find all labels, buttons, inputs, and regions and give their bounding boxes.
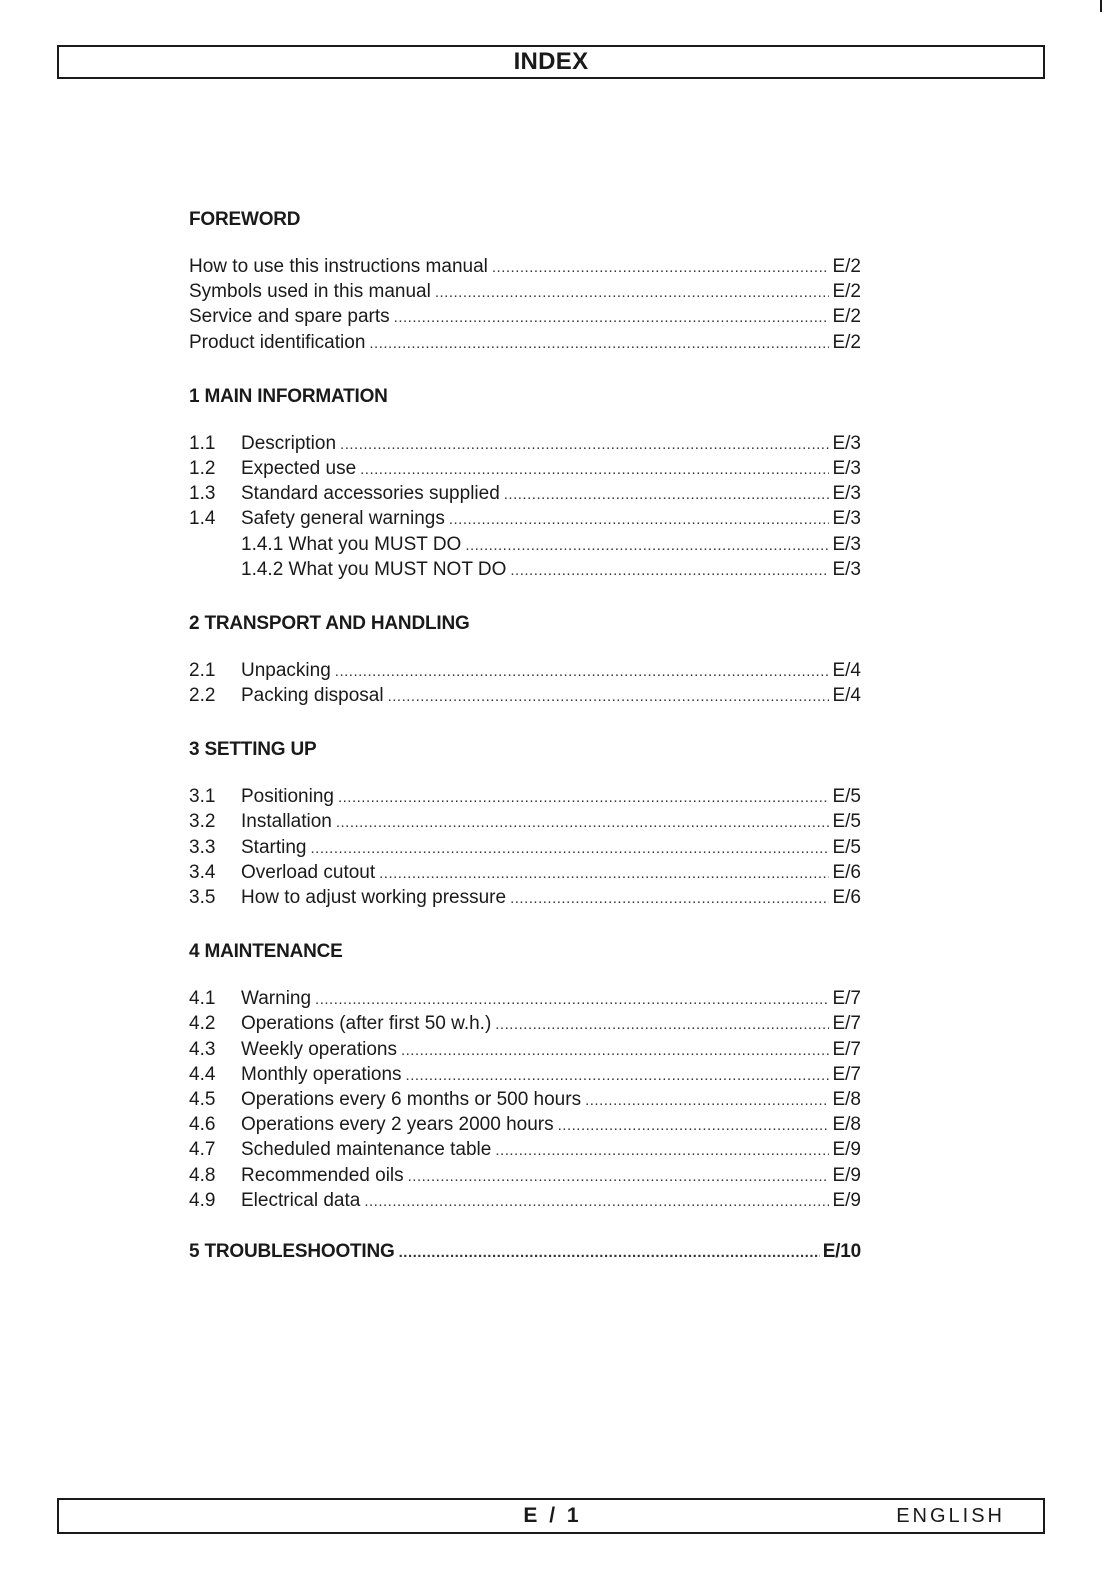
toc-dot-leader — [336, 810, 830, 834]
toc-entry-page: E/6 — [832, 887, 861, 908]
toc-dot-leader — [408, 1164, 830, 1188]
section-spacer — [189, 1213, 861, 1239]
toc-entry-page: E/5 — [832, 786, 861, 808]
toc-entry-page: E/9 — [832, 1139, 861, 1161]
toc-entry-label: Positioning — [241, 786, 334, 808]
toc-entry[interactable] — [189, 1188, 861, 1213]
section-title-main-information: 1 MAIN INFORMATION — [189, 385, 388, 407]
toc-entry-page: E/3 — [832, 558, 861, 580]
language-label: ENGLISH — [896, 1504, 1005, 1527]
toc-dot-leader — [369, 331, 829, 355]
toc-entry-number: 4.3 — [189, 1038, 216, 1060]
toc-entry-number: 4.1 — [189, 988, 216, 1010]
toc-entry[interactable] — [189, 1011, 861, 1036]
section-spacer — [189, 355, 861, 381]
toc-dot-leader — [394, 305, 830, 329]
toc-entry-label: Description — [241, 432, 337, 454]
toc-dot-leader — [435, 280, 830, 304]
toc-entry-number: 3.5 — [189, 887, 216, 908]
toc-dot-leader — [335, 659, 830, 683]
toc-entry[interactable] — [189, 304, 861, 329]
toc-dot-leader — [379, 861, 829, 885]
toc-entry[interactable] — [189, 506, 861, 531]
toc-entry-label: Weekly operations — [241, 1038, 397, 1060]
toc-entry-number: 3.3 — [189, 836, 216, 858]
toc-entry-number: 2.2 — [189, 685, 216, 707]
toc-dot-leader — [401, 1038, 830, 1062]
toc-entry-label: Recommended oils — [241, 1164, 404, 1186]
toc-entry-number: 3.4 — [189, 861, 216, 883]
toc-entry-label: Safety general warnings — [241, 508, 445, 530]
toc-entry-number: 4.8 — [189, 1164, 216, 1186]
toc-entry-page: E/3 — [832, 432, 861, 454]
toc-entry-number: 4.7 — [189, 1139, 216, 1161]
toc-entry-page: E/9 — [832, 1189, 861, 1211]
toc-entry[interactable] — [189, 683, 861, 708]
toc-entry[interactable] — [189, 835, 861, 860]
toc-entry-troubleshooting[interactable] — [189, 1239, 861, 1264]
toc-dot-leader — [495, 1012, 829, 1036]
toc-entry-number: 1.4 — [189, 508, 216, 530]
toc-entry-page: E/9 — [832, 1164, 861, 1186]
toc-entry-page: E/2 — [832, 306, 861, 328]
toc-entry[interactable] — [189, 1062, 861, 1087]
toc-entry-number: 2.1 — [189, 659, 216, 681]
toc-entry-page: E/7 — [832, 1063, 861, 1085]
section-spacer — [189, 910, 861, 936]
toc-entry[interactable] — [189, 1087, 861, 1112]
toc-entry-label: Overload cutout — [241, 861, 376, 883]
toc-entry[interactable] — [189, 456, 861, 481]
toc-entry-label: Operations every 2 years 2000 hours — [241, 1114, 554, 1136]
toc-entry-page: E/5 — [832, 811, 861, 833]
toc-entry[interactable] — [189, 1037, 861, 1062]
toc-entry-number: 4.6 — [189, 1114, 216, 1136]
toc-entry-page: E/5 — [832, 836, 861, 858]
toc-dot-leader — [510, 886, 829, 910]
toc-dot-leader — [315, 987, 829, 1011]
toc-dot-leader — [558, 1113, 830, 1137]
toc-entry-number: 1.1 — [189, 432, 216, 454]
toc-entry-number: 4.4 — [189, 1063, 216, 1085]
toc-entry-label: Standard accessories supplied — [241, 483, 500, 505]
toc-entry-page: E/4 — [832, 685, 861, 707]
toc-entry-number: 3.2 — [189, 811, 216, 833]
toc-entry[interactable] — [189, 279, 861, 304]
toc-dot-leader — [406, 1063, 830, 1087]
section-title-setting-up: 3 SETTING UP — [189, 739, 317, 761]
toc-entry-page: E/2 — [832, 331, 861, 353]
toc-entry-label: 5 TROUBLESHOOTING — [189, 1240, 395, 1262]
toc-entry-label: Packing disposal — [241, 685, 384, 707]
toc-entry-number: 4.9 — [189, 1189, 216, 1211]
toc-entry-number: 3.1 — [189, 786, 216, 808]
toc-dot-leader — [495, 1138, 829, 1162]
toc-entry-label: Operations (after first 50 w.h.) — [241, 1013, 492, 1035]
toc-dot-leader — [364, 1189, 829, 1213]
toc-entry[interactable] — [189, 1137, 861, 1162]
footer-box — [57, 1498, 1045, 1534]
toc-entry[interactable] — [189, 431, 861, 456]
toc-dot-leader — [492, 255, 830, 279]
toc-entry-page: E/3 — [832, 508, 861, 530]
section-title-transport-handling: 2 TRANSPORT AND HANDLING — [189, 612, 470, 634]
toc-dot-leader — [360, 457, 829, 481]
toc-entry-label: 1.4.2 What you MUST NOT DO — [241, 558, 507, 580]
toc-entry-page: E/2 — [832, 281, 861, 303]
toc-dot-leader — [338, 785, 830, 809]
toc-entry-page: E/8 — [832, 1088, 861, 1110]
toc-entry-label: 1.4.1 What you MUST DO — [241, 533, 462, 555]
section-spacer — [189, 708, 861, 734]
toc-entry-page: E/8 — [832, 1114, 861, 1136]
toc-entry-page: E/10 — [822, 1240, 861, 1262]
section-spacer — [189, 582, 861, 608]
toc-entry-number: 1.2 — [189, 457, 216, 479]
toc-entry-page: E/3 — [832, 483, 861, 505]
toc-dot-leader — [465, 533, 829, 557]
toc-entry-label: How to adjust working pressure — [241, 887, 507, 908]
toc-entry-label: Installation — [241, 811, 332, 833]
toc-entry[interactable] — [189, 885, 861, 910]
toc-dot-leader — [449, 507, 830, 531]
toc-entry-page: E/3 — [832, 533, 861, 555]
toc-dot-leader — [510, 558, 829, 582]
toc-entry[interactable] — [189, 809, 861, 834]
header-box — [57, 45, 1045, 79]
table-of-contents — [189, 204, 861, 1264]
toc-subentry[interactable] — [189, 557, 861, 582]
toc-subentry[interactable] — [189, 532, 861, 557]
toc-entry[interactable] — [189, 986, 861, 1011]
toc-entry[interactable] — [189, 784, 861, 809]
toc-dot-leader — [388, 684, 830, 708]
toc-entry-label: Service and spare parts — [189, 306, 390, 328]
page-number: E / 1 — [523, 1504, 579, 1527]
toc-dot-leader — [399, 1240, 820, 1264]
toc-entry-label: Starting — [241, 836, 307, 858]
toc-dot-leader — [504, 482, 830, 506]
toc-entry-label: Scheduled maintenance table — [241, 1139, 492, 1161]
toc-entry[interactable] — [189, 658, 861, 683]
toc-dot-leader — [340, 432, 829, 456]
toc-entry-number: 4.2 — [189, 1013, 216, 1035]
toc-entry-page: E/4 — [832, 659, 861, 681]
corner-crop-mark — [1100, 0, 1102, 12]
toc-entry[interactable] — [189, 254, 861, 279]
toc-dot-leader — [310, 836, 829, 860]
toc-entry[interactable] — [189, 481, 861, 506]
toc-entry[interactable] — [189, 1163, 861, 1188]
page-title: INDEX — [513, 48, 589, 75]
toc-entry[interactable] — [189, 1112, 861, 1137]
toc-entry-page: E/7 — [832, 988, 861, 1010]
toc-entry-page: E/2 — [832, 256, 861, 277]
toc-entry-label: Symbols used in this manual — [189, 281, 431, 303]
toc-entry-page: E/7 — [832, 1013, 861, 1035]
toc-entry-page: E/6 — [832, 861, 861, 883]
toc-entry-label: Expected use — [241, 457, 357, 479]
toc-entry[interactable] — [189, 860, 861, 885]
toc-entry-label: Monthly operations — [241, 1063, 402, 1085]
toc-entry-label: Warning — [241, 988, 312, 1010]
toc-entry-label: How to use this instructions manual — [189, 256, 488, 277]
toc-entry-label: Operations every 6 months or 500 hours — [241, 1088, 582, 1110]
toc-entry-number: 1.3 — [189, 483, 216, 505]
toc-dot-leader — [585, 1088, 829, 1112]
toc-entry[interactable] — [189, 330, 861, 355]
toc-entry-label: Product identification — [189, 331, 366, 353]
toc-entry-page: E/3 — [832, 457, 861, 479]
toc-entry-label: Unpacking — [241, 659, 331, 681]
toc-entry-label: Electrical data — [241, 1189, 361, 1211]
section-title-foreword: FOREWORD — [189, 209, 301, 230]
toc-entry-page: E/7 — [832, 1038, 861, 1060]
section-title-maintenance: 4 MAINTENANCE — [189, 941, 343, 963]
toc-entry-number: 4.5 — [189, 1088, 216, 1110]
